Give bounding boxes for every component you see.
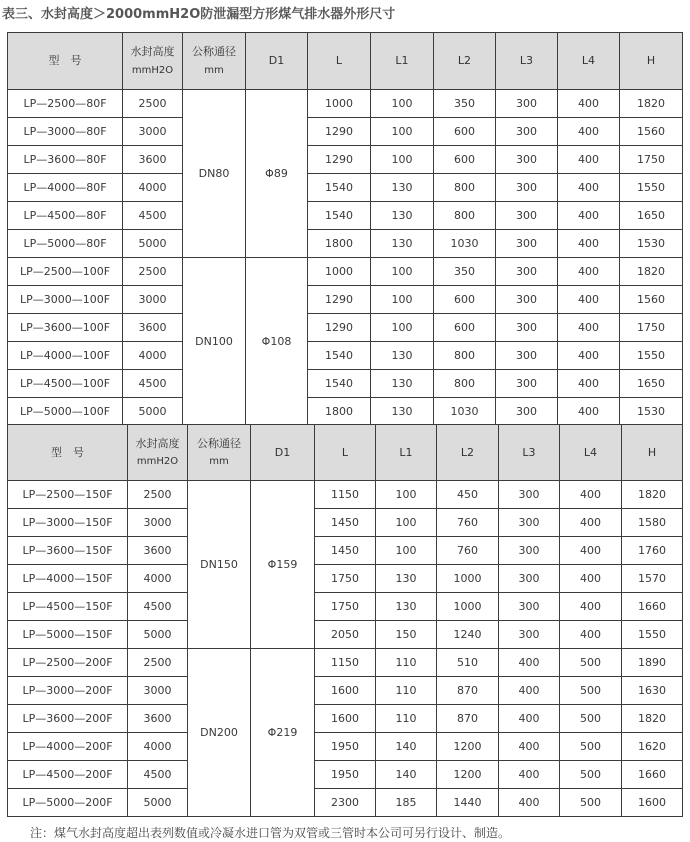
cell-l4: 400 bbox=[558, 370, 620, 398]
cell-l2: 1200 bbox=[437, 733, 499, 761]
cell-l3: 300 bbox=[496, 314, 558, 342]
cell-l: 1450 bbox=[315, 537, 376, 565]
cell-l4: 400 bbox=[560, 481, 622, 509]
cell-l1: 110 bbox=[376, 705, 437, 733]
cell-seal-height: 5000 bbox=[123, 230, 183, 258]
cell-l1: 100 bbox=[371, 286, 434, 314]
cell-seal-height: 4000 bbox=[123, 174, 183, 202]
cell-l: 1800 bbox=[308, 398, 371, 426]
cell-seal-height: 5000 bbox=[128, 789, 188, 817]
cell-model: LP—3000—100F bbox=[8, 286, 123, 314]
cell-l3: 400 bbox=[499, 677, 560, 705]
cell-model: LP—4000—100F bbox=[8, 342, 123, 370]
cell-l: 1150 bbox=[315, 649, 376, 677]
cell-l3: 300 bbox=[499, 537, 560, 565]
cell-l4: 400 bbox=[558, 230, 620, 258]
cell-h: 1630 bbox=[622, 677, 683, 705]
cell-l2: 800 bbox=[434, 370, 496, 398]
cell-l: 1750 bbox=[315, 565, 376, 593]
spec-table-2 bbox=[7, 424, 683, 817]
table-row bbox=[8, 286, 683, 314]
table-row bbox=[8, 621, 683, 649]
cell-l4: 400 bbox=[558, 118, 620, 146]
cell-seal-height: 5000 bbox=[128, 621, 188, 649]
nominal-dia-unit: mm bbox=[209, 456, 229, 468]
col-l2-header: L2 bbox=[437, 425, 499, 481]
cell-h: 1820 bbox=[622, 705, 683, 733]
cell-l3: 300 bbox=[499, 565, 560, 593]
table-row bbox=[8, 593, 683, 621]
cell-l1: 130 bbox=[376, 565, 437, 593]
seal-height-label: 水封高度 bbox=[135, 436, 180, 450]
cell-l3: 300 bbox=[499, 621, 560, 649]
cell-h: 1530 bbox=[620, 230, 683, 258]
cell-seal-height: 3600 bbox=[123, 146, 183, 174]
cell-h: 1550 bbox=[620, 342, 683, 370]
cell-seal-height: 3000 bbox=[128, 677, 188, 705]
cell-l1: 130 bbox=[371, 398, 434, 426]
nominal-dia-label: 公称通径 bbox=[192, 45, 236, 59]
cell-l1: 100 bbox=[376, 509, 437, 537]
cell-h: 1750 bbox=[620, 146, 683, 174]
cell-model: LP—5000—200F bbox=[8, 789, 128, 817]
cell-l2: 350 bbox=[434, 258, 496, 286]
cell-l4: 400 bbox=[558, 202, 620, 230]
cell-l1: 100 bbox=[376, 481, 437, 509]
col-nominal-dia-header bbox=[183, 33, 246, 90]
cell-l1: 150 bbox=[376, 621, 437, 649]
cell-l4: 400 bbox=[558, 174, 620, 202]
cell-l4: 400 bbox=[558, 286, 620, 314]
cell-l2: 800 bbox=[434, 202, 496, 230]
table-row bbox=[8, 677, 683, 705]
cell-l2: 600 bbox=[434, 118, 496, 146]
cell-h: 1820 bbox=[620, 90, 683, 118]
cell-l: 1540 bbox=[308, 342, 371, 370]
cell-l2: 1030 bbox=[434, 230, 496, 258]
cell-l4: 500 bbox=[560, 705, 622, 733]
cell-l2: 600 bbox=[434, 314, 496, 342]
cell-l: 1290 bbox=[308, 146, 371, 174]
cell-l: 1540 bbox=[308, 174, 371, 202]
cell-l2: 1000 bbox=[437, 593, 499, 621]
seal-height-label: 水封高度 bbox=[130, 45, 175, 59]
cell-h: 1890 bbox=[622, 649, 683, 677]
cell-l: 1750 bbox=[315, 593, 376, 621]
cell-seal-height: 3600 bbox=[128, 537, 188, 565]
cell-l2: 350 bbox=[434, 90, 496, 118]
cell-l: 1540 bbox=[308, 202, 371, 230]
cell-model: LP—4500—200F bbox=[8, 761, 128, 789]
cell-d1: Φ219 bbox=[251, 649, 315, 817]
cell-l1: 130 bbox=[371, 370, 434, 398]
cell-seal-height: 2500 bbox=[128, 649, 188, 677]
cell-seal-height: 4500 bbox=[123, 202, 183, 230]
cell-l: 1950 bbox=[315, 761, 376, 789]
table-row bbox=[8, 789, 683, 817]
cell-l: 1450 bbox=[315, 509, 376, 537]
cell-model: LP—5000—80F bbox=[8, 230, 123, 258]
cell-l1: 100 bbox=[376, 537, 437, 565]
cell-l1: 130 bbox=[371, 342, 434, 370]
cell-l2: 870 bbox=[437, 677, 499, 705]
table-row bbox=[8, 509, 683, 537]
cell-l4: 400 bbox=[560, 621, 622, 649]
table-row bbox=[8, 565, 683, 593]
col-h-header: H bbox=[622, 425, 683, 481]
cell-l3: 300 bbox=[496, 174, 558, 202]
cell-seal-height: 2500 bbox=[128, 481, 188, 509]
nominal-dia-unit: mm bbox=[204, 64, 224, 76]
col-d1-header: D1 bbox=[246, 33, 308, 90]
cell-model: LP—4000—200F bbox=[8, 733, 128, 761]
cell-l4: 400 bbox=[560, 509, 622, 537]
cell-l1: 140 bbox=[376, 761, 437, 789]
cell-l1: 185 bbox=[376, 789, 437, 817]
cell-model: LP—3000—80F bbox=[8, 118, 123, 146]
cell-h: 1650 bbox=[620, 370, 683, 398]
cell-l3: 300 bbox=[499, 593, 560, 621]
cell-l2: 1440 bbox=[437, 789, 499, 817]
cell-l4: 400 bbox=[560, 565, 622, 593]
cell-l4: 500 bbox=[560, 649, 622, 677]
cell-l: 1150 bbox=[315, 481, 376, 509]
col-nominal-dia-header bbox=[188, 425, 251, 481]
cell-l3: 300 bbox=[496, 342, 558, 370]
cell-model: LP—2500—200F bbox=[8, 649, 128, 677]
spec-table-2-body bbox=[8, 481, 683, 817]
cell-model: LP—4500—150F bbox=[8, 593, 128, 621]
cell-l3: 300 bbox=[496, 258, 558, 286]
table-row bbox=[8, 649, 683, 677]
cell-h: 1570 bbox=[622, 565, 683, 593]
table-row bbox=[8, 537, 683, 565]
cell-seal-height: 3600 bbox=[128, 705, 188, 733]
cell-seal-height: 3000 bbox=[123, 118, 183, 146]
cell-h: 1660 bbox=[622, 593, 683, 621]
cell-l: 1290 bbox=[308, 314, 371, 342]
nominal-dia-label: 公称通径 bbox=[197, 436, 241, 450]
cell-seal-height: 2500 bbox=[123, 90, 183, 118]
cell-nominal-dia: DN80 bbox=[183, 90, 246, 258]
cell-h: 1760 bbox=[622, 537, 683, 565]
cell-l4: 400 bbox=[558, 90, 620, 118]
cell-l2: 870 bbox=[437, 705, 499, 733]
cell-h: 1620 bbox=[622, 733, 683, 761]
col-seal-height-header bbox=[128, 425, 188, 481]
cell-d1: Φ159 bbox=[251, 481, 315, 649]
cell-l1: 100 bbox=[371, 146, 434, 174]
cell-model: LP—4500—80F bbox=[8, 202, 123, 230]
table-caption: 表三、水封高度＞2000mmH2O防泄漏型方形煤气排水器外形尺寸 bbox=[2, 7, 396, 22]
cell-l: 1600 bbox=[315, 705, 376, 733]
table-row bbox=[8, 90, 683, 118]
col-l3-header: L3 bbox=[499, 425, 560, 481]
cell-l: 1000 bbox=[308, 90, 371, 118]
cell-l2: 760 bbox=[437, 537, 499, 565]
col-l-header: L bbox=[308, 33, 371, 90]
cell-model: LP—2500—150F bbox=[8, 481, 128, 509]
table-row bbox=[8, 705, 683, 733]
cell-l4: 500 bbox=[560, 761, 622, 789]
cell-model: LP—3000—150F bbox=[8, 509, 128, 537]
col-l3-header: L3 bbox=[496, 33, 558, 90]
cell-model: LP—3600—150F bbox=[8, 537, 128, 565]
col-model-header: 型 号 bbox=[8, 33, 123, 90]
cell-model: LP—3000—200F bbox=[8, 677, 128, 705]
cell-l1: 130 bbox=[376, 593, 437, 621]
cell-h: 1660 bbox=[622, 761, 683, 789]
cell-l1: 130 bbox=[371, 202, 434, 230]
cell-model: LP—2500—80F bbox=[8, 90, 123, 118]
spec-table-1-body bbox=[8, 90, 683, 426]
cell-nominal-dia: DN150 bbox=[188, 481, 251, 649]
cell-l3: 300 bbox=[496, 90, 558, 118]
cell-seal-height: 4500 bbox=[128, 761, 188, 789]
cell-l1: 130 bbox=[371, 230, 434, 258]
col-h-header: H bbox=[620, 33, 683, 90]
col-seal-height-header bbox=[123, 33, 183, 90]
col-l1-header: L1 bbox=[371, 33, 434, 90]
cell-model: LP—3600—100F bbox=[8, 314, 123, 342]
cell-l: 1540 bbox=[308, 370, 371, 398]
cell-h: 1530 bbox=[620, 398, 683, 426]
cell-h: 1560 bbox=[620, 118, 683, 146]
cell-d1: Φ108 bbox=[246, 258, 308, 426]
col-model-header: 型 号 bbox=[8, 425, 128, 481]
cell-l3: 400 bbox=[499, 649, 560, 677]
table-row bbox=[8, 118, 683, 146]
cell-l4: 400 bbox=[558, 314, 620, 342]
footnote: 注：煤气水封高度超出表列数值或冷凝水进口管为双管或三管时本公司可另行设计、制造。 bbox=[30, 826, 511, 840]
cell-l: 1600 bbox=[315, 677, 376, 705]
cell-l3: 300 bbox=[496, 146, 558, 174]
cell-h: 1560 bbox=[620, 286, 683, 314]
cell-l2: 1240 bbox=[437, 621, 499, 649]
table-row bbox=[8, 481, 683, 509]
cell-seal-height: 3000 bbox=[123, 286, 183, 314]
cell-l3: 400 bbox=[499, 789, 560, 817]
table-row bbox=[8, 398, 683, 426]
cell-h: 1820 bbox=[620, 258, 683, 286]
col-l2-header: L2 bbox=[434, 33, 496, 90]
cell-l1: 100 bbox=[371, 90, 434, 118]
cell-model: LP—3600—200F bbox=[8, 705, 128, 733]
col-l4-header: L4 bbox=[560, 425, 622, 481]
cell-h: 1820 bbox=[622, 481, 683, 509]
cell-model: LP—4500—100F bbox=[8, 370, 123, 398]
cell-l3: 300 bbox=[496, 370, 558, 398]
cell-model: LP—3600—80F bbox=[8, 146, 123, 174]
cell-seal-height: 2500 bbox=[123, 258, 183, 286]
table-row bbox=[8, 370, 683, 398]
cell-l2: 600 bbox=[434, 286, 496, 314]
cell-seal-height: 5000 bbox=[123, 398, 183, 426]
cell-l2: 1030 bbox=[434, 398, 496, 426]
cell-l2: 800 bbox=[434, 342, 496, 370]
cell-l4: 400 bbox=[560, 537, 622, 565]
cell-h: 1550 bbox=[620, 174, 683, 202]
cell-seal-height: 4000 bbox=[128, 733, 188, 761]
cell-l2: 760 bbox=[437, 509, 499, 537]
cell-l1: 140 bbox=[376, 733, 437, 761]
cell-seal-height: 4500 bbox=[123, 370, 183, 398]
cell-l1: 110 bbox=[376, 677, 437, 705]
cell-l1: 100 bbox=[371, 118, 434, 146]
cell-l: 1000 bbox=[308, 258, 371, 286]
cell-seal-height: 4000 bbox=[128, 565, 188, 593]
table-row bbox=[8, 733, 683, 761]
cell-l2: 450 bbox=[437, 481, 499, 509]
table-row bbox=[8, 258, 683, 286]
cell-l2: 510 bbox=[437, 649, 499, 677]
cell-l1: 100 bbox=[371, 258, 434, 286]
cell-l2: 1200 bbox=[437, 761, 499, 789]
cell-l3: 300 bbox=[496, 230, 558, 258]
cell-l3: 300 bbox=[499, 509, 560, 537]
col-l1-header: L1 bbox=[376, 425, 437, 481]
cell-seal-height: 3600 bbox=[123, 314, 183, 342]
cell-l2: 600 bbox=[434, 146, 496, 174]
cell-l3: 400 bbox=[499, 761, 560, 789]
col-l4-header: L4 bbox=[558, 33, 620, 90]
cell-l4: 400 bbox=[558, 258, 620, 286]
cell-h: 1650 bbox=[620, 202, 683, 230]
table-row bbox=[8, 230, 683, 258]
col-d1-header: D1 bbox=[251, 425, 315, 481]
cell-l: 2300 bbox=[315, 789, 376, 817]
cell-model: LP—2500—100F bbox=[8, 258, 123, 286]
cell-l: 1290 bbox=[308, 286, 371, 314]
table-row bbox=[8, 342, 683, 370]
table-row bbox=[8, 761, 683, 789]
cell-l1: 100 bbox=[371, 314, 434, 342]
cell-l4: 500 bbox=[560, 733, 622, 761]
cell-model: LP—5000—100F bbox=[8, 398, 123, 426]
cell-l: 1290 bbox=[308, 118, 371, 146]
table-row bbox=[8, 174, 683, 202]
cell-l1: 130 bbox=[371, 174, 434, 202]
cell-l4: 400 bbox=[558, 398, 620, 426]
spec-table-1 bbox=[7, 32, 683, 426]
cell-h: 1550 bbox=[622, 621, 683, 649]
seal-height-unit: mmH2O bbox=[131, 64, 174, 76]
cell-l3: 300 bbox=[496, 398, 558, 426]
cell-seal-height: 4000 bbox=[123, 342, 183, 370]
cell-h: 1600 bbox=[622, 789, 683, 817]
table-row bbox=[8, 202, 683, 230]
cell-l3: 400 bbox=[499, 705, 560, 733]
cell-l2: 1000 bbox=[437, 565, 499, 593]
cell-l: 1950 bbox=[315, 733, 376, 761]
cell-d1: Φ89 bbox=[246, 90, 308, 258]
cell-l3: 300 bbox=[496, 286, 558, 314]
col-l-header: L bbox=[315, 425, 376, 481]
cell-l4: 500 bbox=[560, 677, 622, 705]
table-row bbox=[8, 146, 683, 174]
cell-l4: 400 bbox=[558, 342, 620, 370]
cell-seal-height: 3000 bbox=[128, 509, 188, 537]
cell-model: LP—4000—150F bbox=[8, 565, 128, 593]
cell-model: LP—5000—150F bbox=[8, 621, 128, 649]
cell-l3: 300 bbox=[496, 202, 558, 230]
cell-h: 1580 bbox=[622, 509, 683, 537]
cell-l4: 500 bbox=[560, 789, 622, 817]
cell-nominal-dia: DN200 bbox=[188, 649, 251, 817]
table-row bbox=[8, 314, 683, 342]
cell-l1: 110 bbox=[376, 649, 437, 677]
cell-l3: 300 bbox=[496, 118, 558, 146]
cell-seal-height: 4500 bbox=[128, 593, 188, 621]
cell-l3: 400 bbox=[499, 733, 560, 761]
cell-h: 1750 bbox=[620, 314, 683, 342]
cell-l4: 400 bbox=[558, 146, 620, 174]
seal-height-unit: mmH2O bbox=[136, 456, 179, 468]
cell-l: 1800 bbox=[308, 230, 371, 258]
cell-l4: 400 bbox=[560, 593, 622, 621]
cell-model: LP—4000—80F bbox=[8, 174, 123, 202]
cell-l3: 300 bbox=[499, 481, 560, 509]
cell-nominal-dia: DN100 bbox=[183, 258, 246, 426]
cell-l: 2050 bbox=[315, 621, 376, 649]
cell-l2: 800 bbox=[434, 174, 496, 202]
